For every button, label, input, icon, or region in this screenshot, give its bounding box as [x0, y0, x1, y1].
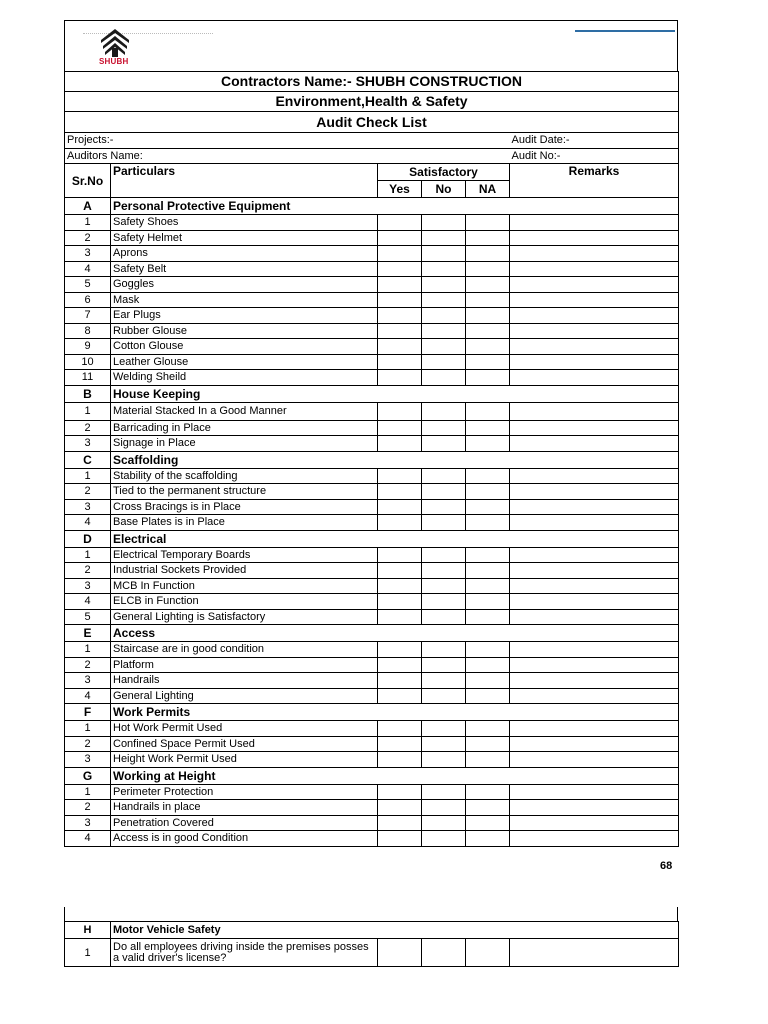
yes-cell[interactable] [378, 323, 422, 339]
remarks-cell[interactable] [510, 499, 679, 515]
na-cell[interactable] [466, 736, 510, 752]
yes-cell[interactable] [378, 578, 422, 594]
checklist-row [65, 815, 679, 831]
yes-cell[interactable] [378, 752, 422, 768]
projects-field[interactable]: Projects:- [65, 133, 510, 149]
checklist-row [65, 354, 679, 370]
item-label: Stability of the scaffolding [111, 468, 378, 484]
na-cell[interactable] [466, 468, 510, 484]
checklist-row [65, 261, 679, 277]
item-number: 1 [65, 784, 111, 800]
item-label: Cross Bracings is in Place [111, 499, 378, 515]
no-cell[interactable] [422, 261, 466, 277]
item-label: Aprons [111, 246, 378, 262]
na-cell[interactable] [466, 308, 510, 324]
item-label: Safety Belt [111, 261, 378, 277]
item-number: 3 [65, 673, 111, 689]
checklist-title: Audit Check List [65, 112, 679, 133]
item-label: Safety Helmet [111, 230, 378, 246]
na-cell[interactable] [466, 436, 510, 452]
checklist-row [65, 673, 679, 689]
audit-sheet [64, 20, 678, 847]
no-cell[interactable] [422, 939, 466, 967]
checklist-row [65, 642, 679, 658]
yes-cell[interactable] [378, 484, 422, 500]
no-cell[interactable] [422, 402, 466, 420]
item-number: 4 [65, 261, 111, 277]
yes-header: Yes [378, 181, 422, 198]
no-cell[interactable] [422, 578, 466, 594]
checklist-row [65, 436, 679, 452]
item-number: 1 [65, 468, 111, 484]
checklist-row [65, 563, 679, 579]
no-cell[interactable] [422, 499, 466, 515]
remarks-header: Remarks [510, 164, 679, 198]
remarks-cell[interactable] [510, 939, 679, 967]
item-label: Handrails [111, 673, 378, 689]
item-number: 1 [65, 642, 111, 658]
item-label: Tied to the permanent structure [111, 484, 378, 500]
checklist-row [65, 402, 679, 420]
na-cell[interactable] [466, 831, 510, 847]
audit-no-field[interactable]: Audit No:- [510, 148, 679, 164]
item-number: 4 [65, 688, 111, 704]
yes-cell[interactable] [378, 468, 422, 484]
section-title: Work Permits [111, 704, 679, 721]
item-number: 2 [65, 420, 111, 436]
checklist-table-page2 [64, 921, 679, 967]
yes-cell[interactable] [378, 657, 422, 673]
item-number: 3 [65, 499, 111, 515]
na-header: NA [466, 181, 510, 198]
checklist-row [65, 736, 679, 752]
section-title: House Keeping [111, 385, 679, 402]
item-number: 2 [65, 563, 111, 579]
remarks-cell[interactable] [510, 784, 679, 800]
section-code: B [65, 385, 111, 402]
na-cell[interactable] [466, 339, 510, 355]
item-number: 10 [65, 354, 111, 370]
section-code: E [65, 625, 111, 642]
no-cell[interactable] [422, 547, 466, 563]
na-cell[interactable] [466, 673, 510, 689]
satisfactory-header: Satisfactory [378, 164, 510, 181]
na-cell[interactable] [466, 277, 510, 293]
item-number: 1 [65, 402, 111, 420]
checklist-row [65, 230, 679, 246]
section-row [65, 625, 679, 642]
item-label: Penetration Covered [111, 815, 378, 831]
no-cell[interactable] [422, 308, 466, 324]
remarks-cell[interactable] [510, 594, 679, 610]
checklist-row [65, 752, 679, 768]
yes-cell[interactable] [378, 721, 422, 737]
yes-cell[interactable] [378, 230, 422, 246]
na-cell[interactable] [466, 939, 510, 967]
item-number: 6 [65, 292, 111, 308]
yes-cell[interactable] [378, 594, 422, 610]
section-title: Motor Vehicle Safety [111, 922, 679, 939]
checklist-row [65, 292, 679, 308]
item-label: Mask [111, 292, 378, 308]
checklist-row [65, 784, 679, 800]
checklist-row [65, 547, 679, 563]
particulars-header: Particulars [111, 164, 378, 198]
na-cell[interactable] [466, 609, 510, 625]
item-label: Barricading in Place [111, 420, 378, 436]
yes-cell[interactable] [378, 800, 422, 816]
section-code: F [65, 704, 111, 721]
item-number: 11 [65, 370, 111, 386]
item-label: Handrails in place [111, 800, 378, 816]
contractor-name: Contractors Name:- SHUBH CONSTRUCTION [65, 72, 679, 92]
item-label: Staircase are in good condition [111, 642, 378, 658]
no-cell[interactable] [422, 354, 466, 370]
na-cell[interactable] [466, 292, 510, 308]
no-cell[interactable] [422, 563, 466, 579]
item-number: 2 [65, 736, 111, 752]
item-number: 3 [65, 246, 111, 262]
no-cell[interactable] [422, 736, 466, 752]
item-label: Signage in Place [111, 436, 378, 452]
na-cell[interactable] [466, 354, 510, 370]
item-label: Confined Space Permit Used [111, 736, 378, 752]
na-cell[interactable] [466, 246, 510, 262]
remarks-cell[interactable] [510, 721, 679, 737]
yes-cell[interactable] [378, 261, 422, 277]
item-label: Platform [111, 657, 378, 673]
remarks-cell[interactable] [510, 736, 679, 752]
item-number: 1 [65, 215, 111, 231]
item-number: 1 [65, 547, 111, 563]
item-label: Cotton Glouse [111, 339, 378, 355]
checklist-row [65, 323, 679, 339]
yes-cell[interactable] [378, 402, 422, 420]
section-code: A [65, 198, 111, 215]
remarks-cell[interactable] [510, 563, 679, 579]
item-label: Rubber Glouse [111, 323, 378, 339]
section-row [65, 704, 679, 721]
yes-cell[interactable] [378, 215, 422, 231]
checklist-row [65, 277, 679, 293]
remarks-cell[interactable] [510, 370, 679, 386]
section-title: Personal Protective Equipment [111, 198, 679, 215]
section-row [65, 198, 679, 215]
item-label: Safety Shoes [111, 215, 378, 231]
remarks-cell[interactable] [510, 308, 679, 324]
checklist-row [65, 499, 679, 515]
no-cell[interactable] [422, 420, 466, 436]
na-cell[interactable] [466, 578, 510, 594]
item-number: 1 [65, 721, 111, 737]
checklist-row [65, 484, 679, 500]
item-label: Goggles [111, 277, 378, 293]
no-cell[interactable] [422, 436, 466, 452]
yes-cell[interactable] [378, 688, 422, 704]
no-cell[interactable] [422, 800, 466, 816]
no-cell[interactable] [422, 515, 466, 531]
remarks-cell[interactable] [510, 688, 679, 704]
checklist-row [65, 609, 679, 625]
section-code: G [65, 767, 111, 784]
header-accent-line [575, 30, 675, 32]
checklist-row [65, 370, 679, 386]
yes-cell[interactable] [378, 673, 422, 689]
na-cell[interactable] [466, 370, 510, 386]
item-label: Electrical Temporary Boards [111, 547, 378, 563]
na-cell[interactable] [466, 657, 510, 673]
yes-cell[interactable] [378, 815, 422, 831]
item-number: 9 [65, 339, 111, 355]
no-cell[interactable] [422, 339, 466, 355]
yes-cell[interactable] [378, 609, 422, 625]
item-label: Height Work Permit Used [111, 752, 378, 768]
srno-header: Sr.No [65, 164, 111, 198]
remarks-cell[interactable] [510, 657, 679, 673]
section-title: Scaffolding [111, 451, 679, 468]
no-cell[interactable] [422, 246, 466, 262]
item-number: 2 [65, 800, 111, 816]
yes-cell[interactable] [378, 736, 422, 752]
item-number: 5 [65, 277, 111, 293]
item-label: Base Plates is in Place [111, 515, 378, 531]
yes-cell[interactable] [378, 547, 422, 563]
item-label: Do all employees driving inside the premises posses a valid driver's license? [111, 939, 378, 967]
remarks-cell[interactable] [510, 261, 679, 277]
section-title: Working at Height [111, 767, 679, 784]
na-cell[interactable] [466, 499, 510, 515]
no-cell[interactable] [422, 215, 466, 231]
remarks-cell[interactable] [510, 578, 679, 594]
audit-sheet-page2 [64, 907, 678, 967]
section-row [65, 767, 679, 784]
no-cell[interactable] [422, 484, 466, 500]
item-label: Ear Plugs [111, 308, 378, 324]
item-label: General Lighting [111, 688, 378, 704]
checklist-table [64, 71, 679, 847]
item-label: ELCB in Function [111, 594, 378, 610]
no-cell[interactable] [422, 323, 466, 339]
no-cell[interactable] [422, 657, 466, 673]
checklist-row [65, 594, 679, 610]
remarks-cell[interactable] [510, 436, 679, 452]
no-cell[interactable] [422, 831, 466, 847]
na-cell[interactable] [466, 547, 510, 563]
no-cell[interactable] [422, 370, 466, 386]
no-cell[interactable] [422, 468, 466, 484]
checklist-row [65, 800, 679, 816]
item-label: Leather Glouse [111, 354, 378, 370]
remarks-cell[interactable] [510, 468, 679, 484]
yes-cell[interactable] [378, 277, 422, 293]
no-cell[interactable] [422, 784, 466, 800]
item-number: 2 [65, 657, 111, 673]
item-number: 3 [65, 752, 111, 768]
no-cell[interactable] [422, 752, 466, 768]
item-label: Industrial Sockets Provided [111, 563, 378, 579]
checklist-row [65, 246, 679, 262]
remarks-cell[interactable] [510, 246, 679, 262]
item-number: 4 [65, 831, 111, 847]
na-cell[interactable] [466, 784, 510, 800]
section-row [65, 385, 679, 402]
item-number: 8 [65, 323, 111, 339]
remarks-cell[interactable] [510, 292, 679, 308]
remarks-cell[interactable] [510, 323, 679, 339]
checklist-row [65, 308, 679, 324]
item-label: General Lighting is Satisfactory [111, 609, 378, 625]
na-cell[interactable] [466, 215, 510, 231]
item-number: 2 [65, 484, 111, 500]
checklist-row [65, 657, 679, 673]
yes-cell[interactable] [378, 939, 422, 967]
na-cell[interactable] [466, 261, 510, 277]
no-cell[interactable] [422, 277, 466, 293]
yes-cell[interactable] [378, 354, 422, 370]
auditors-name-field[interactable]: Auditors Name: [65, 148, 510, 164]
remarks-cell[interactable] [510, 420, 679, 436]
yes-cell[interactable] [378, 246, 422, 262]
remarks-cell[interactable] [510, 547, 679, 563]
section-code: H [65, 922, 111, 939]
section-row [65, 530, 679, 547]
checklist-row [65, 420, 679, 436]
na-cell[interactable] [466, 752, 510, 768]
logo-text: SHUBH [99, 57, 129, 66]
no-cell[interactable] [422, 721, 466, 737]
item-label: Welding Sheild [111, 370, 378, 386]
yes-cell[interactable] [378, 339, 422, 355]
remarks-cell[interactable] [510, 831, 679, 847]
yes-cell[interactable] [378, 515, 422, 531]
remarks-cell[interactable] [510, 800, 679, 816]
remarks-cell[interactable] [510, 230, 679, 246]
no-cell[interactable] [422, 230, 466, 246]
checklist-row [65, 339, 679, 355]
na-cell[interactable] [466, 688, 510, 704]
no-cell[interactable] [422, 673, 466, 689]
checklist-row [65, 468, 679, 484]
page-number: 68 [660, 860, 673, 872]
section-code: C [65, 451, 111, 468]
logo-row [64, 20, 678, 71]
na-cell[interactable] [466, 642, 510, 658]
na-cell[interactable] [466, 420, 510, 436]
remarks-cell[interactable] [510, 215, 679, 231]
remarks-cell[interactable] [510, 515, 679, 531]
yes-cell[interactable] [378, 292, 422, 308]
no-cell[interactable] [422, 292, 466, 308]
remarks-cell[interactable] [510, 752, 679, 768]
na-cell[interactable] [466, 800, 510, 816]
item-number: 1 [65, 939, 111, 967]
remarks-cell[interactable] [510, 815, 679, 831]
item-number: 4 [65, 594, 111, 610]
item-number: 3 [65, 815, 111, 831]
section-row [65, 451, 679, 468]
item-label: Material Stacked In a Good Manner [111, 402, 378, 420]
na-cell[interactable] [466, 484, 510, 500]
audit-date-field[interactable]: Audit Date:- [510, 133, 679, 149]
na-cell[interactable] [466, 402, 510, 420]
no-cell[interactable] [422, 642, 466, 658]
checklist-row [65, 515, 679, 531]
item-label: Perimeter Protection [111, 784, 378, 800]
item-label: Hot Work Permit Used [111, 721, 378, 737]
item-number: 2 [65, 230, 111, 246]
section-title: Electrical [111, 530, 679, 547]
no-cell[interactable] [422, 815, 466, 831]
remarks-cell[interactable] [510, 642, 679, 658]
checklist-row [65, 688, 679, 704]
yes-cell[interactable] [378, 642, 422, 658]
na-cell[interactable] [466, 515, 510, 531]
na-cell[interactable] [466, 815, 510, 831]
section-code: D [65, 530, 111, 547]
remarks-cell[interactable] [510, 354, 679, 370]
item-label: MCB In Function [111, 578, 378, 594]
item-number: 3 [65, 436, 111, 452]
remarks-cell[interactable] [510, 484, 679, 500]
remarks-cell[interactable] [510, 402, 679, 420]
na-cell[interactable] [466, 563, 510, 579]
yes-cell[interactable] [378, 308, 422, 324]
na-cell[interactable] [466, 721, 510, 737]
no-cell[interactable] [422, 594, 466, 610]
yes-cell[interactable] [378, 831, 422, 847]
item-number: 7 [65, 308, 111, 324]
yes-cell[interactable] [378, 563, 422, 579]
no-cell[interactable] [422, 688, 466, 704]
checklist-row [65, 831, 679, 847]
no-header: No [422, 181, 466, 198]
checklist-row [65, 721, 679, 737]
section-title: Access [111, 625, 679, 642]
item-number: 4 [65, 515, 111, 531]
na-cell[interactable] [466, 323, 510, 339]
yes-cell[interactable] [378, 499, 422, 515]
na-cell[interactable] [466, 230, 510, 246]
remarks-cell[interactable] [510, 673, 679, 689]
yes-cell[interactable] [378, 370, 422, 386]
remarks-cell[interactable] [510, 609, 679, 625]
remarks-cell[interactable] [510, 339, 679, 355]
remarks-cell[interactable] [510, 277, 679, 293]
yes-cell[interactable] [378, 784, 422, 800]
item-number: 5 [65, 609, 111, 625]
checklist-row [65, 578, 679, 594]
no-cell[interactable] [422, 609, 466, 625]
checklist-row [65, 215, 679, 231]
page2-top-border [64, 907, 678, 921]
na-cell[interactable] [466, 594, 510, 610]
ehs-title: Environment,Health & Safety [65, 92, 679, 112]
item-number: 3 [65, 578, 111, 594]
yes-cell[interactable] [378, 420, 422, 436]
yes-cell[interactable] [378, 436, 422, 452]
item-label: Access is in good Condition [111, 831, 378, 847]
